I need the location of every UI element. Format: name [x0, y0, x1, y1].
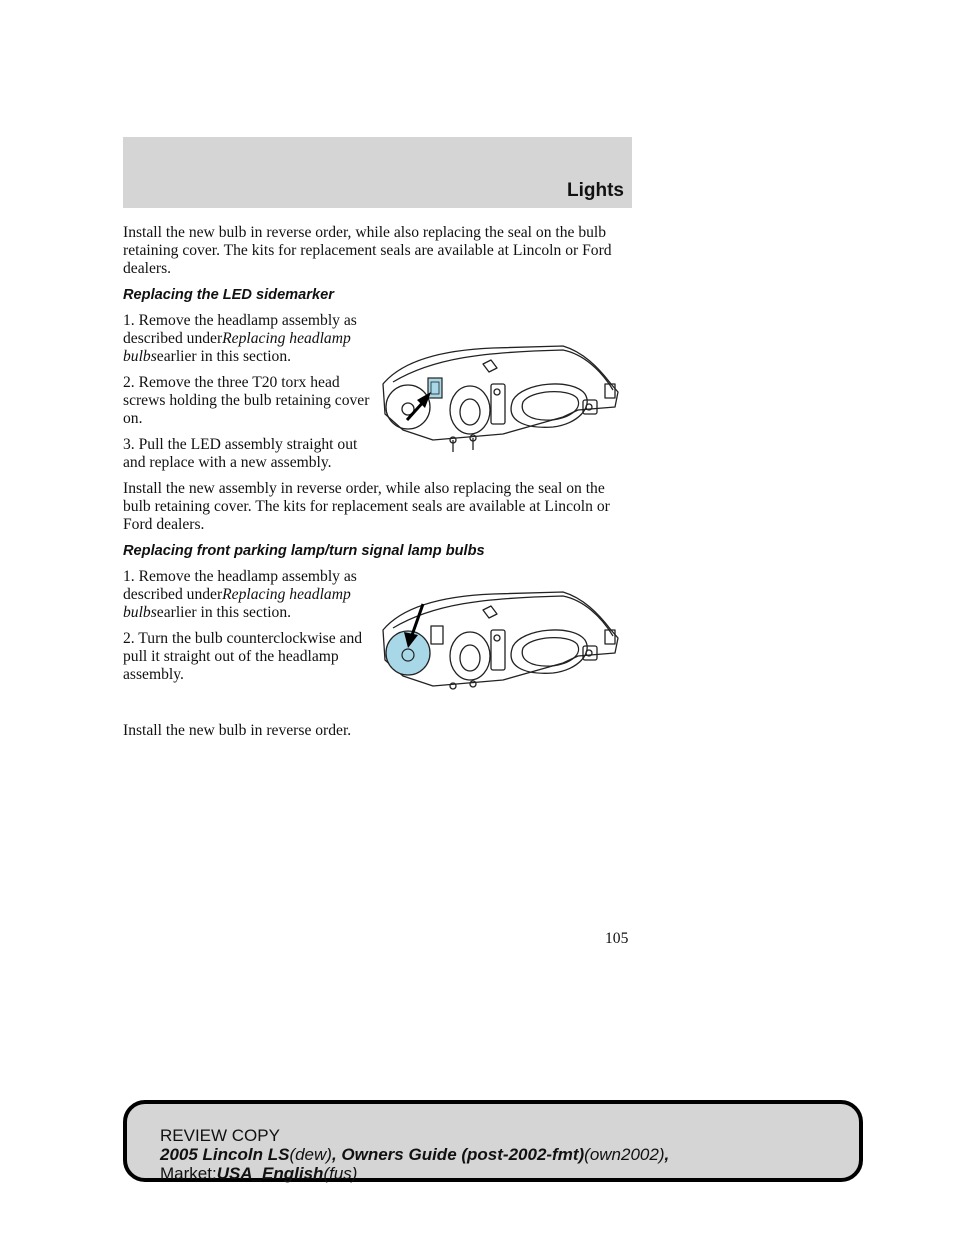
page-content	[123, 224, 633, 748]
page-number: 105	[605, 930, 629, 947]
led-step-3: 3. Pull the LED assembly straight out and replace with a new assembly.	[123, 436, 358, 471]
intro-paragraph: Install the new bulb in reverse order, while also replacing the seal on the bulb retaining cover. The kits for replacement seals are available at Lincoln or Ford dealers.	[123, 224, 612, 277]
review-footer-text	[160, 1126, 860, 1183]
pointer-arrow-icon	[407, 392, 431, 420]
led-module-highlight	[428, 378, 442, 398]
led-steps-block	[123, 312, 633, 480]
parking-step-1: 1. Remove the headlamp assembly as described underReplacing headlamp bulbsearlier in this section.	[123, 568, 357, 621]
led-closing-paragraph: Install the new assembly in reverse order, while also replacing the seal on the bulb retaining cover. The kits for replacement seals are available at Lincoln or Ford dealers.	[123, 480, 610, 533]
parking-lamp-illustration	[373, 568, 633, 708]
parking-steps-block	[123, 568, 633, 708]
section-title: Lights	[567, 180, 624, 201]
parking-closing-paragraph: Install the new bulb in reverse order.	[123, 722, 352, 739]
footer-review-copy: REVIEW COPY	[160, 1126, 280, 1145]
led-section-heading: Replacing the LED sidemarker	[123, 287, 334, 303]
section-header-band	[123, 137, 632, 208]
led-step-1: 1. Remove the headlamp assembly as described underReplacing headlamp bulbsearlier in this section.	[123, 312, 357, 365]
parking-step-2: 2. Turn the bulb counterclockwise and pull it straight out of the headlamp assembly.	[123, 630, 363, 683]
footer-market-line: Market:USA_English(fus)	[160, 1164, 358, 1183]
led-step-2: 2. Remove the three T20 torx head screws holding the bulb retaining cover on.	[123, 374, 370, 427]
parking-section-heading: Replacing front parking lamp/turn signal lamp bulbs	[123, 543, 485, 559]
footer-document-line: 2005 Lincoln LS(dew), Owners Guide (post-2002-fmt)(own2002),	[160, 1145, 670, 1164]
led-sidemarker-illustration	[373, 312, 633, 462]
